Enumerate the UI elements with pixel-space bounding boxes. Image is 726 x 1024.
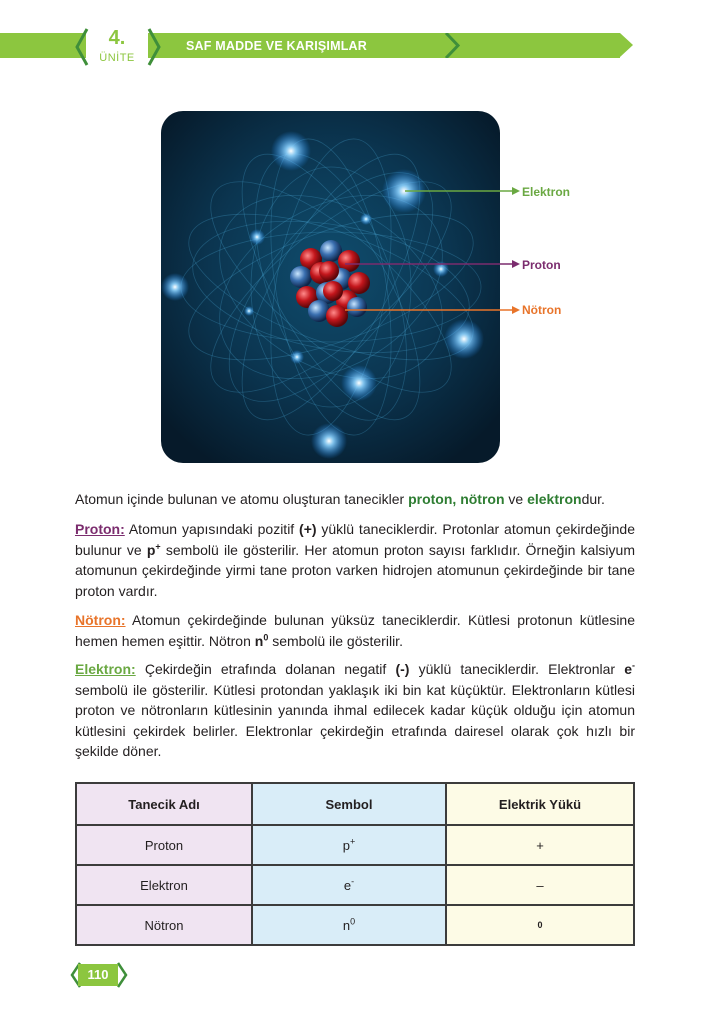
cell-charge: + xyxy=(446,825,634,865)
cell-charge: – xyxy=(446,865,634,905)
unit-label: ÜNİTE xyxy=(99,52,135,64)
table-header-row xyxy=(76,783,634,825)
cell-symbol: $n^0$ xyxy=(252,905,446,945)
header-symbol: Sembol xyxy=(252,783,446,825)
unit-number: 4. xyxy=(108,27,126,49)
page-number: 110 xyxy=(78,964,118,986)
cell-symbol: p+ xyxy=(252,825,446,865)
cell-name: Proton xyxy=(76,825,252,865)
proton-term: Proton: xyxy=(75,521,125,537)
neutron-paragraph: Nötron: Atomun çekirdeğinde bulunan yüksüz taneciklerdir. Kütlesi protonun kütlesine hemen hemen eşittir. Nötron $n^0$ sembolü ile gösterilir. xyxy=(75,612,635,649)
cell-symbol: e- xyxy=(252,865,446,905)
chapter-title: SAF MADDE VE KARIŞIMLAR xyxy=(186,39,367,53)
cell-name: Elektron xyxy=(76,865,252,905)
proton-paragraph: Proton: Atomun yapısındaki pozitif (+) yüklü taneciklerdir. Protonlar atomun çekirdeğinde bulunur ve p+ sembolü ile gösterilir. Her atomun proton sayısı farklıdır. Örneğin kalsiyum atomunun çekirdeğinde yirmi tane proton varken hidrojen atomunun çekirdeğinde bir tane proton vardır. xyxy=(75,521,635,599)
particles-table xyxy=(75,782,635,946)
electron-label: Elektron xyxy=(522,185,571,199)
table-row xyxy=(76,825,634,865)
cell-name: Nötron xyxy=(76,905,252,945)
electron-paragraph: Elektron: Çekirdeğin etrafında dolanan negatif (-) yüklü taneciklerdir. Elektronlar e- sembolü ile gösterilir. Kütlesi protondan yaklaşık iki bin kat küçüktür. Elektronların kütlesi proton ve nötronların kütlesinin yanında ihmal edilecek kadar küçük olduğu için atomun kütlesini çekirdek belirler. Elektronlar çekirdeğin etrafında dairesel olarak çok hızlı bir şekilde döner. xyxy=(75,660,635,759)
neutron-term: Nötron: xyxy=(75,612,126,628)
table-row xyxy=(76,905,634,945)
proton-label: Proton xyxy=(522,258,561,272)
electron-term: Elektron: xyxy=(75,661,136,677)
neutron-label: Nötron xyxy=(522,303,562,317)
intro-paragraph: Atomun içinde bulunan ve atomu oluşturan tanecikler proton, nötron ve elektrondur. xyxy=(75,491,605,507)
table-row xyxy=(76,865,634,905)
header-charge: Elektrik Yükü xyxy=(446,783,634,825)
header-name: Tanecik Adı xyxy=(76,783,252,825)
cell-charge: 0 xyxy=(446,905,634,945)
